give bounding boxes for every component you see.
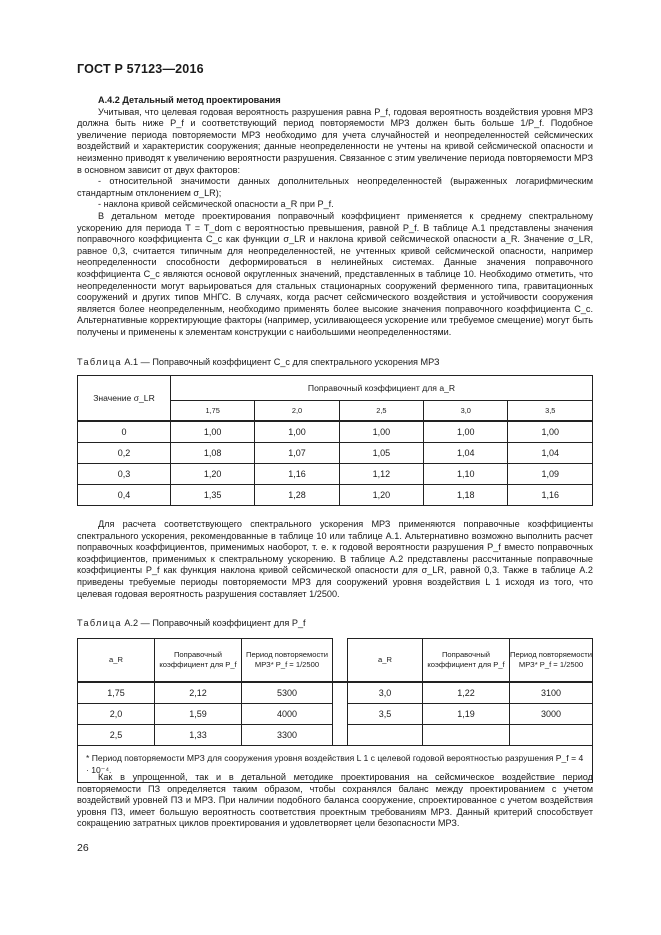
- table-cell: 1,00: [255, 421, 339, 443]
- page-number: 26: [77, 842, 89, 854]
- table2-header-coef: Поправочный коэффициент для P_f: [155, 639, 242, 683]
- table1-caption: Таблица А.1 — Поправочный коэффициент C_c для спектрального ускорения МРЗ: [77, 357, 440, 367]
- table-cell: 1,19: [423, 704, 510, 725]
- table-cell: [348, 725, 423, 746]
- table2-footnote: * Период повторяемости МРЗ для сооружения уровня воздействия L 1 с целевой годовой вероятностью разрушения P_f = 4 · 10⁻⁴.: [78, 746, 593, 783]
- table-row: [78, 421, 593, 443]
- table-cell: 1,04: [508, 443, 593, 464]
- table2-caption: Таблица А.2 — Поправочный коэффициент для P_f: [77, 618, 306, 628]
- table2-header-ar: a_R: [348, 639, 423, 683]
- table-cell: 1,28: [255, 485, 339, 506]
- table-cell: 3300: [242, 725, 333, 746]
- table-row: [78, 464, 593, 485]
- table-cell: 1,00: [424, 421, 508, 443]
- paragraph: Как в упрощенной, так и в детальной методике проектирования на сейсмическое воздействие период повторяемости ПЗ определяется таким образом, чтобы сохранялся баланс между проектированием с учетом воздействий уровней ПЗ и МРЗ. При наличии подобного баланса сооружение, спроектированное с учетом воздействия уровня ПЗ, имеет большую вероятность соответствия проектным требованиям МРЗ. Данный критерий способствует сокращению затратных циклов проектирования и удовлетворяет цели безопасности МРЗ.: [77, 772, 593, 829]
- table-cell: 5300: [242, 682, 333, 704]
- table2-header-ar: a_R: [78, 639, 155, 683]
- table-cell: 1,00: [508, 421, 593, 443]
- paragraph: Учитывая, что целевая годовая вероятность разрушения равна P_f, годовая вероятность воздействия уровня МРЗ должна быть ниже P_f и соответствующий период повторяемости МРЗ должен быть больше 1/P_f. Подобное увеличение периода повторяемости МРЗ необходимо для учета случайностей и неопределенностей сейсмических воздействий и характеристик сооружения; данные неопределенности не учтены на кривой сейсмической опасности и неизменно приводят к увеличению вероятности разрушения. Связанное с этим увеличение периода повторяемости МРЗ в основном зависит от двух факторов:: [77, 106, 593, 175]
- table1-col-header: 1,75: [171, 401, 255, 422]
- table-cell: 3,5: [348, 704, 423, 725]
- table-row: [78, 485, 593, 506]
- table-cell: 1,22: [423, 682, 510, 704]
- table-row: [78, 443, 593, 464]
- table2-header-period: Период повторяемости МРЗ* P_f = 1/2500: [242, 639, 333, 683]
- table-cell: 3000: [510, 704, 593, 725]
- section-title: А.4.2 Детальный метод проектирования: [98, 95, 281, 105]
- table2-header-coef: Поправочный коэффициент для P_f: [423, 639, 510, 683]
- table1-col-header: 2,0: [255, 401, 339, 422]
- paragraph: Для расчета соответствующего спектрального ускорения МРЗ применяются поправочные коэффициенты спектрального ускорения, рекомендованные в таблице 10 или таблице А.1. Альтернативно возможно выполнить расчет поправочных коэффициентов, применимых наоборот, т. е. к годовой вероятности разрушения P_f вместо поправочных коэффициентов, применимых к спектральному ускорению. В таблице А.2 представлены рассчитанные поправочные коэффициенты P_f как функция наклона кривой сейсмической опасности для σ_LR, равной 0,3. Также в таблице А.2 приведены требуемые периоды повторяемости МРЗ для сооружений уровня воздействия L 1 исходя из того, что целевая годовая вероятность разрушения составляет 1/2500.: [77, 519, 593, 599]
- table-cell: 1,59: [155, 704, 242, 725]
- table-cell: [510, 725, 593, 746]
- table1-col-header: 3,0: [424, 401, 508, 422]
- table-cell: 1,08: [171, 443, 255, 464]
- table-row: [78, 682, 593, 704]
- table-cell: 1,33: [155, 725, 242, 746]
- section-text-top: [77, 95, 593, 338]
- table-cell: 0: [78, 421, 171, 443]
- table-cell: 1,05: [339, 443, 423, 464]
- table2-gap: [333, 682, 348, 704]
- table2-gap: [333, 639, 348, 683]
- table-cell: 1,16: [508, 485, 593, 506]
- table-cell: [423, 725, 510, 746]
- table-cell: 1,00: [171, 421, 255, 443]
- table1-col-header: 2,5: [339, 401, 423, 422]
- table2-gap: [333, 704, 348, 725]
- paragraph: В детальном методе проектирования поправочный коэффициент применяется к среднему спектральному ускорению для периода T = T_dom с вероятностью превышения, равной P_f. В таблице А.1 представлены значения поправочного коэффициента C_c как функции σ_LR и наклона кривой сейсмической опасности a_R. Значение σ_LR, равное 0,3, считается типичным для неопределенностей, не учтенных кривой сейсмической опасности, например неопределенности способности деформироваться в нелинейных системах. Данные значения поправочного коэффициента C_c являются основой округленных значений, представленных в таблице 10. Необходимо отметить, что неопределенности могут варьироваться для стальных стационарных сооружений ферменного типа, гравитационных сооружений и других типов МНГС. В случаях, когда расчет сейсмического воздействия и устойчивости сооружения является более неопределенным, необходимо применять более высокие значения поправочного коэффициента C_c. Альтернативные корректирующие факторы (например, усиливающееся ускорение или требуемое смещение) могут быть получены и применены к элементам конструкции с наибольшими неопределенностями.: [77, 210, 593, 337]
- table-cell: 1,00: [339, 421, 423, 443]
- table1-group-header: Поправочный коэффициент для a_R: [171, 376, 593, 401]
- table-cell: 1,75: [78, 682, 155, 704]
- table-correction-pf: [77, 638, 593, 783]
- table1-col-header: 3,5: [508, 401, 593, 422]
- paragraph: - наклона кривой сейсмической опасности a_R при P_f.: [98, 199, 334, 210]
- table-cell: 1,16: [255, 464, 339, 485]
- table-cell: 1,10: [424, 464, 508, 485]
- table-cell: 4000: [242, 704, 333, 725]
- table-cell: 1,12: [339, 464, 423, 485]
- table-cell: 0,2: [78, 443, 171, 464]
- table2-header-period: Период повторяемости МРЗ* P_f = 1/2500: [510, 639, 593, 683]
- table-cell: 0,4: [78, 485, 171, 506]
- table-cell: 1,35: [171, 485, 255, 506]
- table-cell: 3100: [510, 682, 593, 704]
- section-text-mid: [77, 519, 593, 600]
- table-cell: 3,0: [348, 682, 423, 704]
- table-cell: 2,12: [155, 682, 242, 704]
- table-cell: 0,3: [78, 464, 171, 485]
- table-cell: 1,09: [508, 464, 593, 485]
- table-cell: 1,07: [255, 443, 339, 464]
- section-text-bottom: [77, 772, 593, 830]
- table-correction-cc: [77, 375, 593, 506]
- table-cell: 2,5: [78, 725, 155, 746]
- table-cell: 1,04: [424, 443, 508, 464]
- table1-row-header: Значение σ_LR: [78, 376, 171, 422]
- table-cell: 1,20: [171, 464, 255, 485]
- document-header: ГОСТ Р 57123—2016: [77, 62, 204, 76]
- table2-gap: [333, 725, 348, 746]
- paragraph: - относительной значимости данных дополнительных неопределенностей (выраженных логарифмическим стандартным отклонением σ_LR);: [77, 176, 593, 198]
- table-cell: 2,0: [78, 704, 155, 725]
- table-cell: 1,20: [339, 485, 423, 506]
- table-row: [78, 725, 593, 746]
- table-cell: 1,18: [424, 485, 508, 506]
- table-row: [78, 704, 593, 725]
